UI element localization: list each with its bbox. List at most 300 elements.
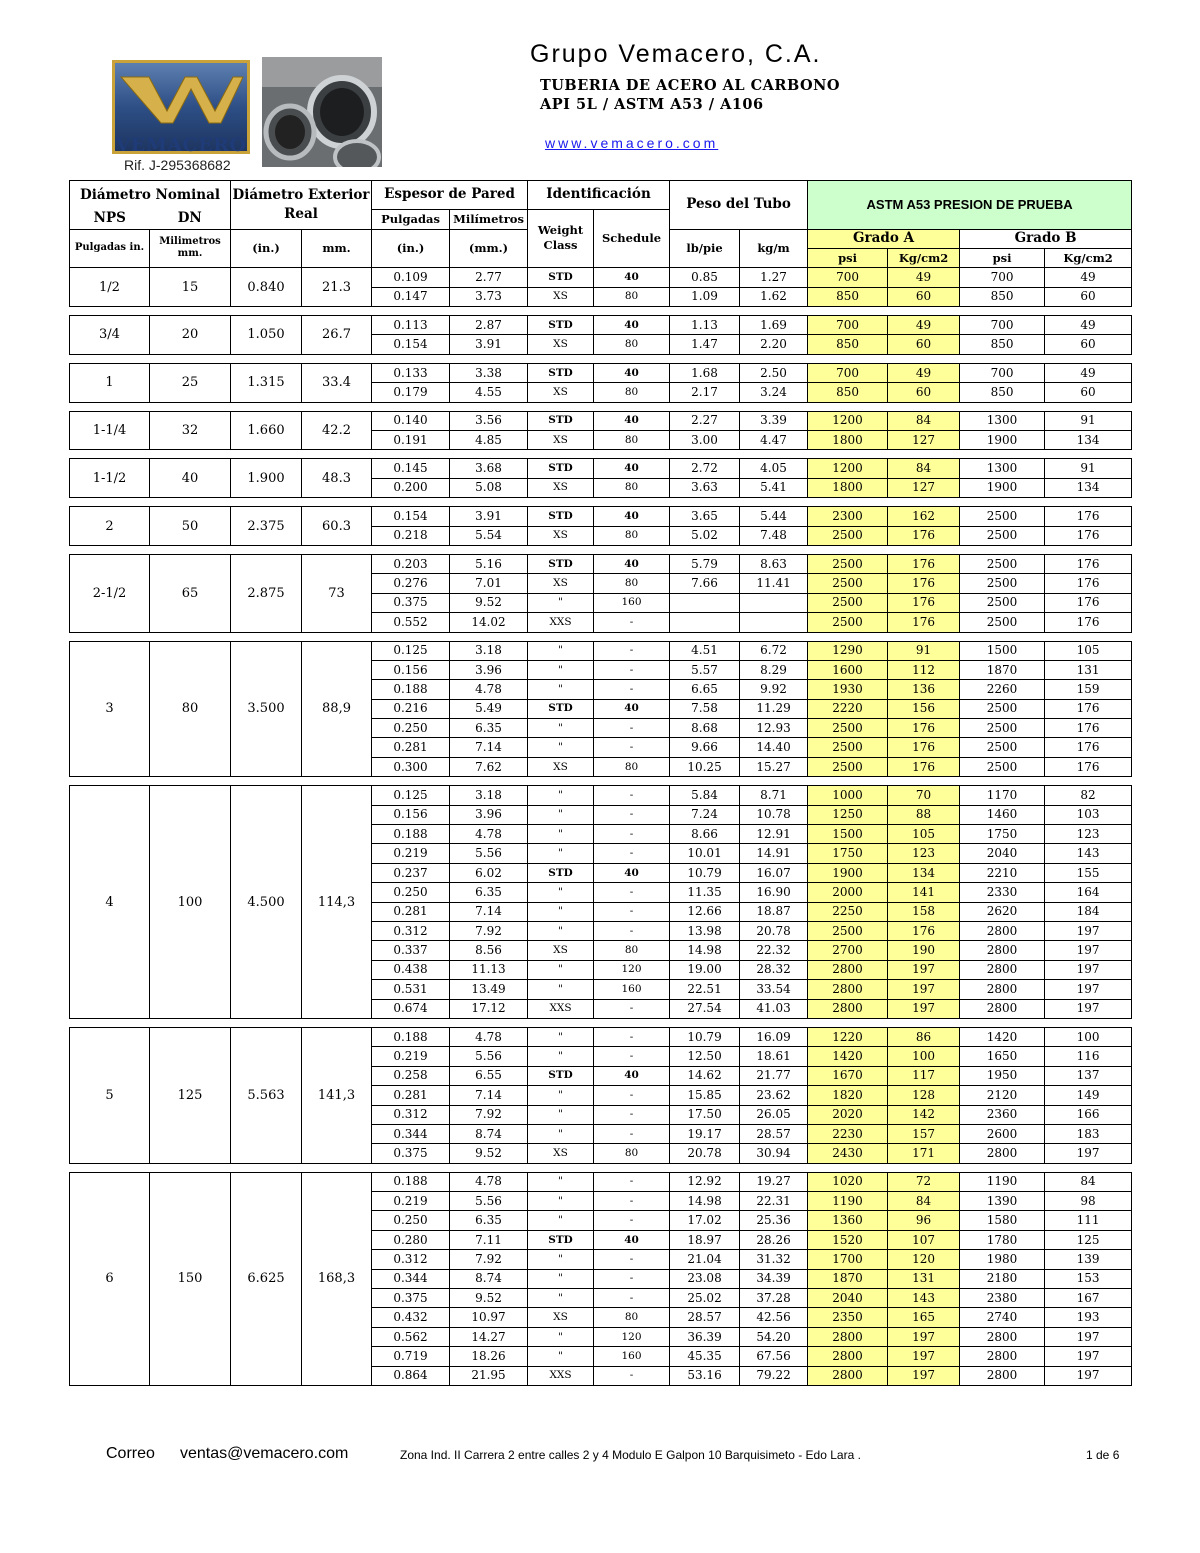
lbpie-cell: 7.66 — [670, 574, 740, 593]
grado-a-psi-cell: 2430 — [808, 1144, 888, 1163]
grado-b-kgcm2-cell: 164 — [1045, 883, 1132, 902]
kgm-cell — [740, 613, 808, 632]
kgm-cell: 12.93 — [740, 719, 808, 738]
grado-b-psi-cell: 2500 — [960, 574, 1045, 593]
dn-cell: 15 — [150, 268, 231, 307]
grado-b-kgcm2-cell: 193 — [1045, 1308, 1132, 1327]
pipe-spec-body — [70, 268, 1132, 1386]
grado-a-kgcm2-cell: 162 — [888, 507, 960, 526]
grado-b-kgcm2-cell: 139 — [1045, 1250, 1132, 1269]
grado-a-kgcm2-cell: 134 — [888, 863, 960, 882]
wall-in-cell: 0.375 — [372, 1144, 450, 1163]
group-spacer-cell — [70, 498, 1132, 507]
schedule-cell: 80 — [594, 287, 670, 306]
grado-a-kgcm2-cell: 157 — [888, 1124, 960, 1143]
grado-b-kgcm2-cell: 197 — [1045, 980, 1132, 999]
wall-in-cell: 0.531 — [372, 980, 450, 999]
kgm-cell: 14.91 — [740, 844, 808, 863]
group-spacer-cell — [70, 354, 1132, 363]
grado-b-kgcm2-cell: 49 — [1045, 268, 1132, 287]
lbpie-cell: 10.79 — [670, 863, 740, 882]
grado-b-kgcm2-cell: 176 — [1045, 574, 1132, 593]
wall-in-cell: 0.432 — [372, 1308, 450, 1327]
wall-mm-cell: 3.73 — [450, 287, 528, 306]
wall-in-cell: 0.562 — [372, 1327, 450, 1346]
grado-b-psi-cell: 1170 — [960, 786, 1045, 805]
schedule-cell: 80 — [594, 757, 670, 776]
wall-mm-cell: 5.56 — [450, 844, 528, 863]
kgm-cell: 6.72 — [740, 641, 808, 660]
wall-mm-cell: 10.97 — [450, 1308, 528, 1327]
grado-a-psi-cell: 1360 — [808, 1211, 888, 1230]
schedule-cell: 120 — [594, 960, 670, 979]
kgm-cell: 54.20 — [740, 1327, 808, 1346]
schedule-cell: 40 — [594, 1230, 670, 1249]
table-row — [70, 507, 1132, 526]
wall-mm-cell: 2.77 — [450, 268, 528, 287]
grado-b-psi-cell: 1900 — [960, 478, 1045, 497]
logo-text: VEMACERO — [115, 134, 247, 156]
grado-a-kgcm2-cell: 127 — [888, 431, 960, 450]
grado-b-psi-cell: 2380 — [960, 1289, 1045, 1308]
wall-mm-cell: 6.55 — [450, 1066, 528, 1085]
wall-mm-cell: 18.26 — [450, 1347, 528, 1366]
wall-in-cell: 0.154 — [372, 507, 450, 526]
grado-a-kgcm2-cell: 176 — [888, 738, 960, 757]
grado-a-kgcm2-cell: 176 — [888, 613, 960, 632]
group-spacer-cell — [70, 450, 1132, 459]
weight-class-cell: XS — [528, 287, 594, 306]
wall-mm-cell: 9.52 — [450, 593, 528, 612]
header-od-mm: mm. — [302, 229, 372, 268]
grado-b-psi-cell: 1500 — [960, 641, 1045, 660]
grado-a-psi-cell: 700 — [808, 363, 888, 382]
grado-b-psi-cell: 2120 — [960, 1086, 1045, 1105]
wall-in-cell: 0.200 — [372, 478, 450, 497]
dn-cell: 20 — [150, 316, 231, 355]
wall-in-cell: 0.312 — [372, 1105, 450, 1124]
grado-a-kgcm2-cell: 197 — [888, 1327, 960, 1346]
grado-a-kgcm2-cell: 105 — [888, 825, 960, 844]
schedule-cell: - — [594, 1366, 670, 1385]
dn-cell: 125 — [150, 1027, 231, 1163]
wall-mm-cell: 14.02 — [450, 613, 528, 632]
wall-mm-cell: 9.52 — [450, 1144, 528, 1163]
grado-a-psi-cell: 2220 — [808, 699, 888, 718]
nps-cell: 4 — [70, 786, 150, 1019]
group-spacer — [70, 632, 1132, 641]
kgm-cell: 28.57 — [740, 1124, 808, 1143]
lbpie-cell: 9.66 — [670, 738, 740, 757]
header-diametro-exterior: Diámetro Exterior Real — [231, 181, 372, 230]
grado-a-psi-cell: 1420 — [808, 1047, 888, 1066]
lbpie-cell: 1.13 — [670, 316, 740, 335]
grado-a-kgcm2-cell: 136 — [888, 680, 960, 699]
grado-b-psi-cell: 2800 — [960, 1366, 1045, 1385]
kgm-cell: 4.05 — [740, 459, 808, 478]
grado-b-psi-cell: 1900 — [960, 431, 1045, 450]
table-row — [70, 316, 1132, 335]
weight-class-cell: " — [528, 980, 594, 999]
wall-in-cell: 0.337 — [372, 941, 450, 960]
grado-b-psi-cell: 1460 — [960, 805, 1045, 824]
wall-in-cell: 0.344 — [372, 1269, 450, 1288]
weight-class-cell: " — [528, 641, 594, 660]
od-mm-cell: 33.4 — [302, 363, 372, 402]
grado-b-psi-cell: 2500 — [960, 613, 1045, 632]
schedule-cell: 40 — [594, 363, 670, 382]
wall-mm-cell: 4.78 — [450, 1172, 528, 1191]
header-grado-b: Grado B — [960, 229, 1132, 248]
kgm-cell: 11.29 — [740, 699, 808, 718]
wall-mm-cell: 3.96 — [450, 805, 528, 824]
header-peso: Peso del Tubo — [670, 181, 808, 230]
od-mm-cell: 141,3 — [302, 1027, 372, 1163]
grado-b-psi-cell: 700 — [960, 268, 1045, 287]
group-spacer-cell — [70, 777, 1132, 786]
wall-in-cell: 0.281 — [372, 902, 450, 921]
grado-a-psi-cell: 1200 — [808, 459, 888, 478]
kgm-cell: 34.39 — [740, 1269, 808, 1288]
schedule-cell: 40 — [594, 316, 670, 335]
grado-a-kgcm2-cell: 88 — [888, 805, 960, 824]
grado-b-psi-cell: 2500 — [960, 738, 1045, 757]
kgm-cell: 7.48 — [740, 526, 808, 545]
table-row — [70, 1027, 1132, 1046]
wall-mm-cell: 3.96 — [450, 660, 528, 679]
grado-a-kgcm2-cell: 176 — [888, 554, 960, 573]
footer-email[interactable]: ventas@vemacero.com — [180, 1445, 349, 1462]
grado-a-psi-cell: 1900 — [808, 863, 888, 882]
grado-a-kgcm2-cell: 131 — [888, 1269, 960, 1288]
grado-a-kgcm2-cell: 84 — [888, 411, 960, 430]
grado-b-psi-cell: 2500 — [960, 757, 1045, 776]
grado-b-kgcm2-cell: 137 — [1045, 1066, 1132, 1085]
schedule-cell: - — [594, 1047, 670, 1066]
lbpie-cell: 17.50 — [670, 1105, 740, 1124]
wall-mm-cell: 7.01 — [450, 574, 528, 593]
schedule-cell: - — [594, 786, 670, 805]
lbpie-cell: 3.65 — [670, 507, 740, 526]
wall-in-cell: 0.219 — [372, 844, 450, 863]
header-pulgadas-in: Pulgadas in. — [70, 229, 150, 268]
lbpie-cell: 5.84 — [670, 786, 740, 805]
wall-in-cell: 0.188 — [372, 1027, 450, 1046]
grado-a-kgcm2-cell: 190 — [888, 941, 960, 960]
grado-b-kgcm2-cell: 103 — [1045, 805, 1132, 824]
wall-in-cell: 0.219 — [372, 1192, 450, 1211]
lbpie-cell: 22.51 — [670, 980, 740, 999]
grado-a-psi-cell: 1500 — [808, 825, 888, 844]
lbpie-cell: 10.79 — [670, 1027, 740, 1046]
grado-b-kgcm2-cell: 176 — [1045, 554, 1132, 573]
schedule-cell: 40 — [594, 1066, 670, 1085]
table-row — [70, 554, 1132, 573]
weight-class-cell: " — [528, 1027, 594, 1046]
nps-cell: 5 — [70, 1027, 150, 1163]
kgm-cell: 1.27 — [740, 268, 808, 287]
schedule-cell: - — [594, 1211, 670, 1230]
weight-class-cell: " — [528, 960, 594, 979]
kgm-cell: 37.28 — [740, 1289, 808, 1308]
grado-a-psi-cell: 2040 — [808, 1289, 888, 1308]
grado-a-psi-cell: 1600 — [808, 660, 888, 679]
lbpie-cell: 45.35 — [670, 1347, 740, 1366]
grado-b-psi-cell: 2500 — [960, 699, 1045, 718]
grado-b-psi-cell: 1650 — [960, 1047, 1045, 1066]
od-in-cell: 6.625 — [231, 1172, 302, 1385]
wall-in-cell: 0.188 — [372, 680, 450, 699]
schedule-cell: - — [594, 844, 670, 863]
schedule-cell: 40 — [594, 459, 670, 478]
table-row — [70, 641, 1132, 660]
wall-in-cell: 0.864 — [372, 1366, 450, 1385]
table-row — [70, 786, 1132, 805]
grado-a-psi-cell: 850 — [808, 383, 888, 402]
header-wall-mm: (mm.) — [450, 229, 528, 268]
grado-b-psi-cell: 2500 — [960, 719, 1045, 738]
kgm-cell: 67.56 — [740, 1347, 808, 1366]
table-row — [70, 459, 1132, 478]
wall-in-cell: 0.188 — [372, 825, 450, 844]
lbpie-cell: 14.98 — [670, 941, 740, 960]
grado-b-psi-cell: 1950 — [960, 1066, 1045, 1085]
kgm-cell: 5.41 — [740, 478, 808, 497]
schedule-cell: 160 — [594, 1347, 670, 1366]
grado-a-psi-cell: 2500 — [808, 554, 888, 573]
weight-class-cell: STD — [528, 316, 594, 335]
grado-a-kgcm2-cell: 60 — [888, 335, 960, 354]
lbpie-cell: 15.85 — [670, 1086, 740, 1105]
wall-in-cell: 0.216 — [372, 699, 450, 718]
kgm-cell: 79.22 — [740, 1366, 808, 1385]
grado-a-kgcm2-cell: 100 — [888, 1047, 960, 1066]
grado-a-psi-cell: 2800 — [808, 980, 888, 999]
dn-cell: 100 — [150, 786, 231, 1019]
wall-mm-cell: 5.54 — [450, 526, 528, 545]
schedule-cell: - — [594, 613, 670, 632]
grado-a-psi-cell: 2500 — [808, 526, 888, 545]
grado-a-psi-cell: 1250 — [808, 805, 888, 824]
weight-class-cell: " — [528, 1172, 594, 1191]
wall-mm-cell: 6.35 — [450, 1211, 528, 1230]
nps-cell: 1-1/4 — [70, 411, 150, 450]
grado-b-kgcm2-cell: 134 — [1045, 431, 1132, 450]
lbpie-cell: 27.54 — [670, 999, 740, 1018]
kgm-cell: 42.56 — [740, 1308, 808, 1327]
grado-b-kgcm2-cell: 131 — [1045, 660, 1132, 679]
grado-a-psi-cell: 2800 — [808, 1327, 888, 1346]
schedule-cell: 80 — [594, 1144, 670, 1163]
wall-mm-cell: 5.08 — [450, 478, 528, 497]
weight-class-cell: XXS — [528, 999, 594, 1018]
wall-in-cell: 0.237 — [372, 863, 450, 882]
grado-b-kgcm2-cell: 159 — [1045, 680, 1132, 699]
wall-mm-cell: 21.95 — [450, 1366, 528, 1385]
grado-b-kgcm2-cell: 166 — [1045, 1105, 1132, 1124]
schedule-cell: 80 — [594, 526, 670, 545]
grado-a-psi-cell: 1190 — [808, 1192, 888, 1211]
grado-a-kgcm2-cell: 171 — [888, 1144, 960, 1163]
wall-mm-cell: 14.27 — [450, 1327, 528, 1346]
lbpie-cell: 3.63 — [670, 478, 740, 497]
od-in-cell: 1.315 — [231, 363, 302, 402]
schedule-cell: - — [594, 660, 670, 679]
weight-class-cell: " — [528, 1124, 594, 1143]
header-weight-class: Weight Class — [528, 209, 594, 268]
lbpie-cell: 5.57 — [670, 660, 740, 679]
grado-a-psi-cell: 2300 — [808, 507, 888, 526]
dn-cell: 40 — [150, 459, 231, 498]
website-link[interactable]: www.vemacero.com — [545, 135, 719, 151]
nps-cell: 2 — [70, 507, 150, 546]
grado-a-kgcm2-cell: 120 — [888, 1250, 960, 1269]
grado-a-kgcm2-cell: 86 — [888, 1027, 960, 1046]
kgm-cell: 31.32 — [740, 1250, 808, 1269]
od-in-cell: 1.900 — [231, 459, 302, 498]
grado-b-psi-cell: 2800 — [960, 1327, 1045, 1346]
grado-a-psi-cell: 1700 — [808, 1250, 888, 1269]
grado-a-kgcm2-cell: 60 — [888, 287, 960, 306]
logo-mark-icon — [115, 63, 247, 133]
schedule-cell: 40 — [594, 411, 670, 430]
lbpie-cell: 13.98 — [670, 922, 740, 941]
grado-a-kgcm2-cell: 60 — [888, 383, 960, 402]
grado-a-psi-cell: 2250 — [808, 902, 888, 921]
grado-a-psi-cell: 1670 — [808, 1066, 888, 1085]
weight-class-cell: " — [528, 786, 594, 805]
group-spacer — [70, 777, 1132, 786]
wall-mm-cell: 3.18 — [450, 641, 528, 660]
weight-class-cell: XS — [528, 335, 594, 354]
lbpie-cell: 5.02 — [670, 526, 740, 545]
wall-in-cell: 0.344 — [372, 1124, 450, 1143]
weight-class-cell: " — [528, 1047, 594, 1066]
weight-class-cell: " — [528, 844, 594, 863]
grado-a-kgcm2-cell: 176 — [888, 574, 960, 593]
kgm-cell: 8.29 — [740, 660, 808, 679]
kgm-cell: 22.31 — [740, 1192, 808, 1211]
lbpie-cell: 12.66 — [670, 902, 740, 921]
header-kgm: kg/m — [740, 229, 808, 268]
grado-b-kgcm2-cell: 167 — [1045, 1289, 1132, 1308]
lbpie-cell: 19.00 — [670, 960, 740, 979]
group-spacer — [70, 450, 1132, 459]
grado-b-psi-cell: 1390 — [960, 1192, 1045, 1211]
grado-b-kgcm2-cell: 197 — [1045, 1327, 1132, 1346]
schedule-cell: - — [594, 738, 670, 757]
grado-b-kgcm2-cell: 149 — [1045, 1086, 1132, 1105]
grado-a-kgcm2-cell: 176 — [888, 719, 960, 738]
grado-a-kgcm2-cell: 165 — [888, 1308, 960, 1327]
group-spacer — [70, 307, 1132, 316]
grado-a-psi-cell: 2800 — [808, 1347, 888, 1366]
grado-a-kgcm2-cell: 49 — [888, 363, 960, 382]
wall-mm-cell: 13.49 — [450, 980, 528, 999]
grado-b-kgcm2-cell: 49 — [1045, 363, 1132, 382]
grado-b-psi-cell: 2800 — [960, 1347, 1045, 1366]
wall-mm-cell: 8.56 — [450, 941, 528, 960]
grado-a-psi-cell: 1520 — [808, 1230, 888, 1249]
wall-mm-cell: 7.14 — [450, 1086, 528, 1105]
lbpie-cell: 14.98 — [670, 1192, 740, 1211]
weight-class-cell: " — [528, 825, 594, 844]
weight-class-cell: XS — [528, 757, 594, 776]
pipes-photo — [262, 57, 382, 167]
wall-mm-cell: 2.87 — [450, 316, 528, 335]
grado-b-kgcm2-cell: 197 — [1045, 999, 1132, 1018]
weight-class-cell: STD — [528, 1230, 594, 1249]
wall-in-cell: 0.250 — [372, 719, 450, 738]
wall-in-cell: 0.218 — [372, 526, 450, 545]
wall-in-cell: 0.156 — [372, 660, 450, 679]
group-spacer — [70, 498, 1132, 507]
grado-b-psi-cell: 700 — [960, 316, 1045, 335]
lbpie-cell — [670, 593, 740, 612]
grado-a-psi-cell: 700 — [808, 268, 888, 287]
schedule-cell: 120 — [594, 1327, 670, 1346]
weight-class-cell: STD — [528, 459, 594, 478]
grado-b-psi-cell: 2800 — [960, 960, 1045, 979]
group-spacer — [70, 354, 1132, 363]
schedule-cell: - — [594, 1027, 670, 1046]
grado-a-kgcm2-cell: 123 — [888, 844, 960, 863]
od-in-cell: 1.050 — [231, 316, 302, 355]
weight-class-cell: STD — [528, 554, 594, 573]
grado-b-psi-cell: 1980 — [960, 1250, 1045, 1269]
kgm-cell: 26.05 — [740, 1105, 808, 1124]
kgm-cell: 23.62 — [740, 1086, 808, 1105]
od-in-cell: 4.500 — [231, 786, 302, 1019]
header-wall-in: (in.) — [372, 229, 450, 268]
grado-b-kgcm2-cell: 105 — [1045, 641, 1132, 660]
grado-a-kgcm2-cell: 197 — [888, 1366, 960, 1385]
grado-b-kgcm2-cell: 197 — [1045, 1347, 1132, 1366]
header-diametro-nominal: Diámetro Nominal — [70, 181, 231, 210]
kgm-cell: 10.78 — [740, 805, 808, 824]
grado-b-kgcm2-cell: 176 — [1045, 719, 1132, 738]
wall-mm-cell: 11.13 — [450, 960, 528, 979]
kgm-cell: 1.62 — [740, 287, 808, 306]
group-spacer-cell — [70, 545, 1132, 554]
nps-cell: 3 — [70, 641, 150, 777]
grado-a-psi-cell: 1930 — [808, 680, 888, 699]
wall-mm-cell: 4.78 — [450, 825, 528, 844]
dn-cell: 25 — [150, 363, 231, 402]
grado-b-psi-cell: 2800 — [960, 922, 1045, 941]
kgm-cell: 9.92 — [740, 680, 808, 699]
grado-a-kgcm2-cell: 197 — [888, 980, 960, 999]
grado-a-kgcm2-cell: 197 — [888, 960, 960, 979]
grado-b-psi-cell: 1190 — [960, 1172, 1045, 1191]
grado-b-psi-cell: 1780 — [960, 1230, 1045, 1249]
grado-b-kgcm2-cell: 91 — [1045, 411, 1132, 430]
header-kgcm2-b: Kg/cm2 — [1045, 248, 1132, 267]
grado-a-psi-cell: 2350 — [808, 1308, 888, 1327]
lbpie-cell: 10.25 — [670, 757, 740, 776]
grado-b-kgcm2-cell: 176 — [1045, 613, 1132, 632]
wall-in-cell: 0.219 — [372, 1047, 450, 1066]
kgm-cell: 2.20 — [740, 335, 808, 354]
grado-b-psi-cell: 850 — [960, 287, 1045, 306]
wall-mm-cell: 7.14 — [450, 902, 528, 921]
pipe-spec-table — [69, 180, 1132, 1386]
grado-a-kgcm2-cell: 84 — [888, 1192, 960, 1211]
grado-a-kgcm2-cell: 128 — [888, 1086, 960, 1105]
wall-in-cell: 0.281 — [372, 1086, 450, 1105]
od-in-cell: 5.563 — [231, 1027, 302, 1163]
group-spacer-cell — [70, 1018, 1132, 1027]
